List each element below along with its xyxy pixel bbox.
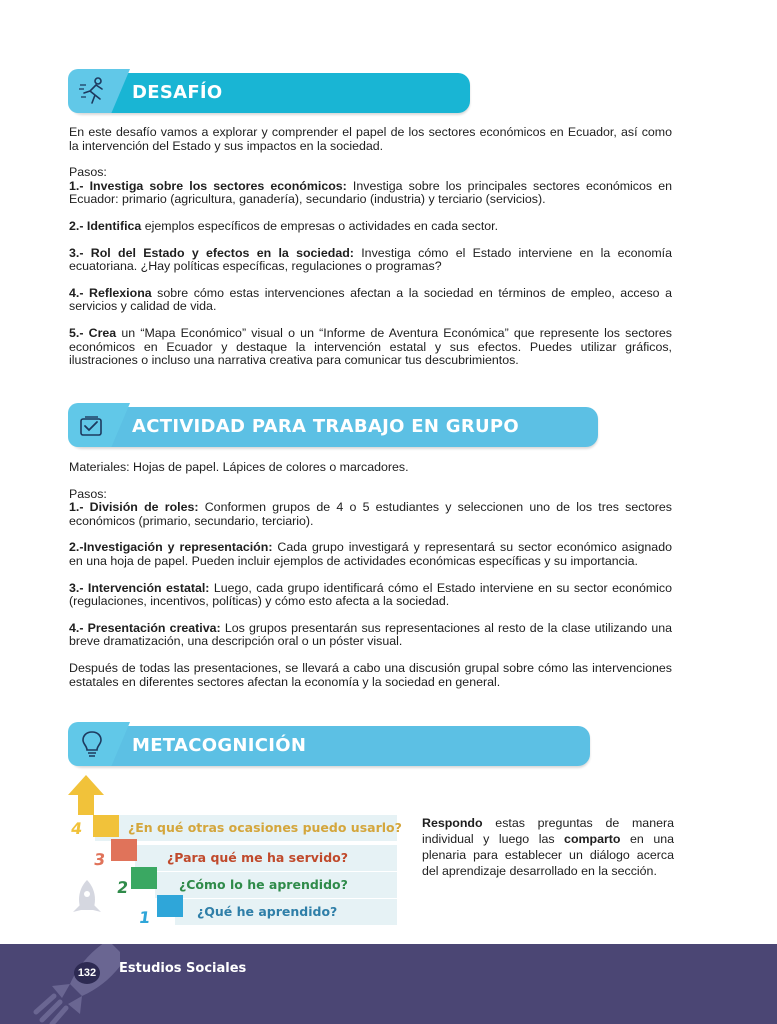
up-arrow-icon <box>68 775 104 815</box>
grupo-step-1: 1.- División de roles: Conformen grupos de 4 o 5 estudiantes y seleccionen uno de los tres sectores económicos (primario, secundario, terciario). <box>69 500 672 528</box>
grupo-title: ACTIVIDAD PARA TRABAJO EN GRUPO <box>132 416 520 437</box>
stair-question-4: ¿En qué otras ocasiones puedo usarlo? <box>128 820 402 835</box>
stair-question-1: ¿Qué he aprendido? <box>197 904 338 919</box>
stair-question-2: ¿Cómo lo he aprendido? <box>179 877 348 892</box>
stair-step-1 <box>175 899 397 925</box>
footer-subject: Estudios Sociales <box>119 961 247 976</box>
desafio-step-3: 3.- Rol del Estado y efectos en la sociedad: Investiga cómo el Estado interviene en la economía ecuatoriana. ¿Hay políticas específicas, regulaciones o programas? <box>69 245 672 274</box>
footer-bar <box>0 944 777 1024</box>
desafio-pasos-label: Pasos: <box>69 165 107 180</box>
stair-block-2 <box>131 867 157 889</box>
grupo-step-4: 4.- Presentación creativa: Los grupos presentarán sus representaciones al resto de la clase utilizando una breve dramatización, una descripción oral o un póster visual. <box>69 620 672 649</box>
lightbulb-icon <box>76 728 108 760</box>
stair-number-1: 1 <box>137 908 152 927</box>
grupo-pasos-label: Pasos: <box>69 486 107 501</box>
stair-step-3 <box>135 845 397 871</box>
rocket-icon <box>30 944 120 1024</box>
stair-number-3: 3 <box>92 850 107 869</box>
runner-icon <box>76 75 108 107</box>
desafio-step-1: 1.- Investiga sobre los sectores económicos: Investiga sobre los principales sectores económicos en Ecuador: primario (agricultura, ganadería), secundario (industria) y terciario (servicios). <box>69 178 672 207</box>
grupo-content <box>69 461 672 689</box>
stair-number-4: 4 <box>69 819 84 838</box>
stair-step-2 <box>155 872 397 898</box>
desafio-intro: En este desafío vamos a explorar y comprender el papel de los sectores económicos en Ecuador, así como la intervención del Estado y sus impactos en la sociedad. <box>69 125 672 153</box>
rocket-icon <box>67 878 107 920</box>
desafio-step-5: 5.- Crea un “Mapa Económico” visual o un “Informe de Aventura Económica” que represente los sectores económicos en Ecuador y destaque la intervención estatal y sus efectos. Puedes utilizar gráficos, ilustraciones o incluso una narrativa creativa para comunicar tus descubrimientos. <box>69 325 672 368</box>
grupo-step-3: 3.- Intervención estatal: Luego, cada grupo identificará cómo el Estado interviene en su sector económico (regulaciones, incentivos, políticas) y cómo esto afecta a la sociedad. <box>69 580 672 609</box>
stair-block-1 <box>157 895 183 917</box>
metacognicion-title: METACOGNICIÓN <box>132 735 307 756</box>
desafio-step-4: 4.- Reflexiona sobre cómo estas intervenciones afectan a la sociedad en términos de empleo, acceso a servicios y calidad de vida. <box>69 285 672 314</box>
desafio-title: DESAFÍO <box>132 82 223 103</box>
stair-block-4 <box>93 815 119 837</box>
stair-step-4 <box>95 815 402 841</box>
respondo-text: Respondo estas preguntas de manera individual y luego las comparto en una plenaria para establecer un diálogo acerca del aprendizaje desarrollado en la sección. <box>422 816 674 878</box>
grupo-banner <box>70 407 598 447</box>
stair-question-3: ¿Para qué me ha servido? <box>167 850 348 865</box>
checklist-icon <box>76 409 108 441</box>
metacognition-stairs <box>65 775 400 940</box>
grupo-step-2: 2.-Investigación y representación: Cada grupo investigará y representará su sector económico asignado en una hoja de papel. Pueden incluir ejemplos de actividades económicas específicas y su importancia. <box>69 540 672 568</box>
desafio-step-2: 2.- Identifica ejemplos específicos de empresas o actividades en cada sector. <box>69 218 499 233</box>
grupo-materiales: Materiales: Hojas de papel. Lápices de colores o marcadores. <box>69 460 409 474</box>
stair-number-2: 2 <box>115 878 130 897</box>
grupo-closing: Después de todas las presentaciones, se llevará a cabo una discusión grupal sobre cómo las intervenciones estatales en diferentes sectores afectan la economía y la sociedad en general. <box>69 660 672 689</box>
metacognicion-banner <box>70 726 590 766</box>
stair-block-3 <box>111 839 137 861</box>
page-number: 132 <box>74 962 100 984</box>
desafio-content <box>69 126 672 368</box>
desafio-banner <box>70 73 470 113</box>
